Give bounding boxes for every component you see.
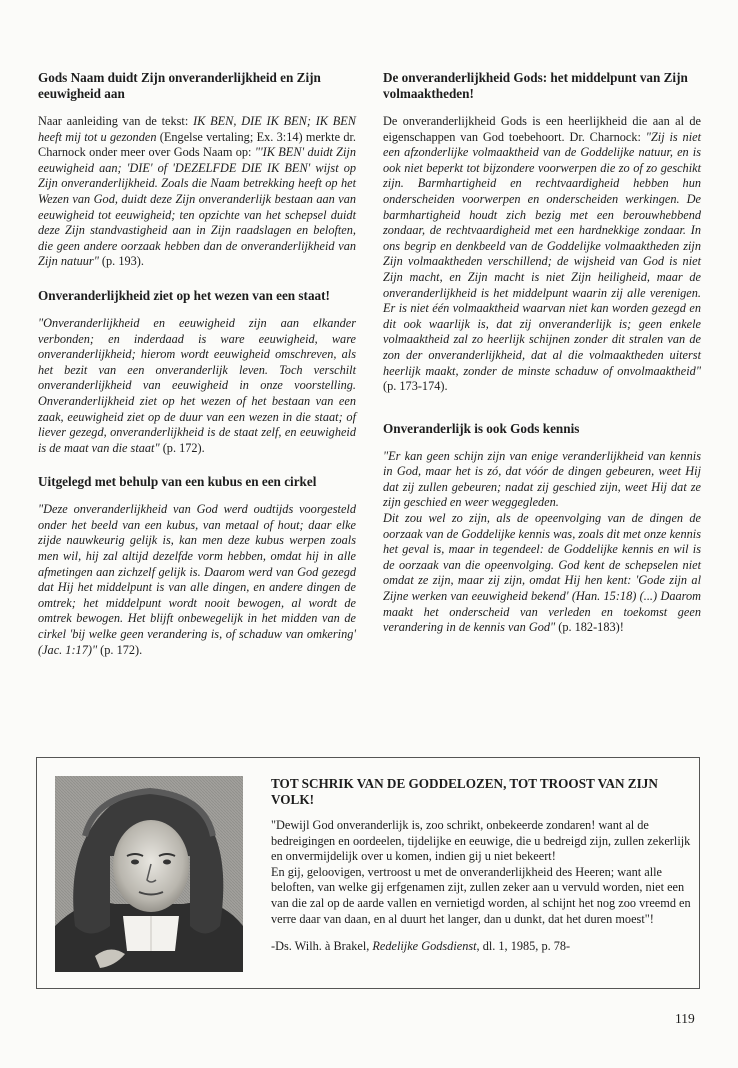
paragraph-kubus-cirkel: "Deze onveranderlijkheid van God werd oudtijds voorgesteld onder het beeld van een kubus, van metaal of hout; daar elke zijde nauwkeurig gelijk is, kan men deze kubus werpen zoals men wil, hij zal altijd dezelfde vorm hebben, omdat hij in alle afmetingen aan zichzelf gelijk is. Daarom werd van God gezegd dat Hij het middelpunt is van alle dingen, en andere dingen de omtrek; het middelpunt wordt nooit bewogen, al wordt de omtrek bewogen. Het blijft onbewegelijk in het midden van de cirkel 'bij welke geen verandering is, of schaduw van omkering' (Jac. 1:17)" (p. 172). xyxy=(38,502,356,657)
quote-paragraph-2: En gij, geloovigen, vertroost u met de onveranderlijkheid des Heeren; want alle beloften, van welke gij erfgenamen zijt, zullen zeker aan u vervuld worden, niet een van die zal op de aarde vallen en vernietigd worden, al schijnt het nog zoo vreemd en verre daar van daan, en al duurt het langer, dan u dunkt, dat het duren moest"! xyxy=(271,864,691,926)
right-column xyxy=(383,70,701,636)
section-title-kubus-cirkel: Uitgelegd met behulp van een kubus en een cirkel xyxy=(38,474,317,490)
section-title-wezen-staat: Onveranderlijkheid ziet op het wezen van een staat! xyxy=(38,287,330,303)
page-number: 119 xyxy=(675,1011,695,1026)
paragraph-wezen-staat: "Onveranderlijkheid en eeuwigheid zijn aan elkander verbonden; en inderdaad is ware eeuwigheid, ware onveranderlijkheid; hierom wordt eeuwigheid omschreven, als het bezit van een onveranderlijk leven. Toch verschilt onveranderlijkheid van eeuwigheid in onze voorstelling. Onveranderlijkheid ziet op het wezen of het bestaan van een zaak, eeuwigheid ziet op de duur van een wezen in die staat; of liever gezegd, onveranderlijkheid is de staat zelf, en eeuwigheid is de maat van die staat" (p. 172). xyxy=(38,315,356,455)
portrait-image xyxy=(55,776,243,972)
quote-box xyxy=(36,757,700,989)
section-title-middelpunt: De onveranderlijkheid Gods: het middelpunt van Zijn volmaaktheden! xyxy=(383,70,688,101)
paragraph-gods-naam: Naar aanleiding van de tekst: IK BEN, DIE IK BEN; IK BEN heeft mij tot u gezonden (Engelse vertaling; Ex. 3:14) merkte dr. Charnock onder meer over Gods Naam op: "'IK BEN' duidt Zijn eeuwigheid aan; 'DIE' of 'DEZELFDE DIE IK BEN' wijst op Zijn onveranderlijkheid. Zoals die Naam betrekking heeft op het Wezen van God, duidt deze Zijn onveranderlijk bestaan aan van eeuwigheid tot eeuwigheid; ten opzichte van het schepsel duidt deze Zijn standvastigheid aan in Zijn raadslagen en beloften, die geen andere oorzaak hebben dan de onveranderlijkheid van Zijn natuur" (p. 193). xyxy=(38,114,357,269)
quote-paragraph-1: "Dewijl God onveranderlijk is, zoo schrikt, onbekeerde zondaren! want al de bedreigingen en oordeelen, tijdelijke en eeuwige, die u bedreigd zijn, zullen zekerlijk en onvermijdelijk over u komen, indien gij u niet bekeert! xyxy=(271,818,691,864)
section-title-gods-naam: Gods Naam duidt Zijn onveranderlijkheid en Zijn eeuwigheid aan xyxy=(38,70,321,101)
left-column xyxy=(38,70,356,658)
quote-box-text xyxy=(271,776,691,955)
paragraph-middelpunt: De onveranderlijkheid Gods is een heerlijkheid die aan al de eigenschappen van God toebehoort. Dr. Charnock: "Zij is niet een afzonderlijke volmaaktheid van de Goddelijke natuur, en is ook niet beperkt tot bijzondere voorwerpen die zo of zo geschikt zijn. Barmhartigheid en rechtvaardigheid hebben hun onderscheiden voorwerpen en onderscheiden werkingen. De barmhartigheid houdt zich bezig met een berouwhebbend zondaar, de rechtvaardigheid met een hardnekkige zondaar. In ons begrip en denkbeeld van de Goddelijke volmaaktheden zijn Zijn volmaaktheden verschillend; de wijsheid van God is niet Zijn macht, en Zijn macht is niet Zijn heiligheid, maar de onveranderlijkheid is het middelpunt waarin zij alle verenigen. Er is niet één volmaaktheid waarvan niet kan worden gezegd en dit ook waarlijk is, dat zij onveranderlijk is; geen enkele volmaaktheid zal zo heerlijk schijnen zonder dit stralen van de zon der onveranderlijkheid, dat al die volmaaktheden uiterst heerlijk maakt, zonder de minste schaduw of onvolmaaktheid" (p. 173-174). xyxy=(383,114,701,394)
quote-citation: -Ds. Wilh. à Brakel, Redelijke Godsdienst, dl. 1, 1985, p. 78- xyxy=(271,939,571,954)
paragraph-gods-kennis: "Er kan geen schijn zijn van enige veranderlijkheid van kennis in God, maar het is zó, dat vóór de dingen gebeuren, weet Hij dat zij zullen gebeuren; nadat zij geschied zijn, weet Hij dat ze zijn geschied en weer weggegleden. Dit zou wel zo zijn, als de opeenvolging van de dingen de oorzaak van de Goddelijke kennis was, zoals dit met onze kennis het geval is, maar in tegendeel: de Goddelijke kennis en wil is de oorzaak van die opeenvolging. God kent de schepselen niet omdat ze zijn, maar zij zijn, omdat Hij hen kent: 'Gode zijn al Zijne werken van eeuwigheid bekend' (Han. 15:18) (...) Daarom maakt het onderscheid van verleden en toekomst geen verandering in de kennis van God" (p. 182-183)! xyxy=(383,448,701,635)
quote-box-title: TOT SCHRIK VAN DE GODDELOZEN, TOT TROOST VAN ZIJN VOLK! xyxy=(271,776,658,807)
section-title-gods-kennis: Onveranderlijk is ook Gods kennis xyxy=(383,420,580,436)
